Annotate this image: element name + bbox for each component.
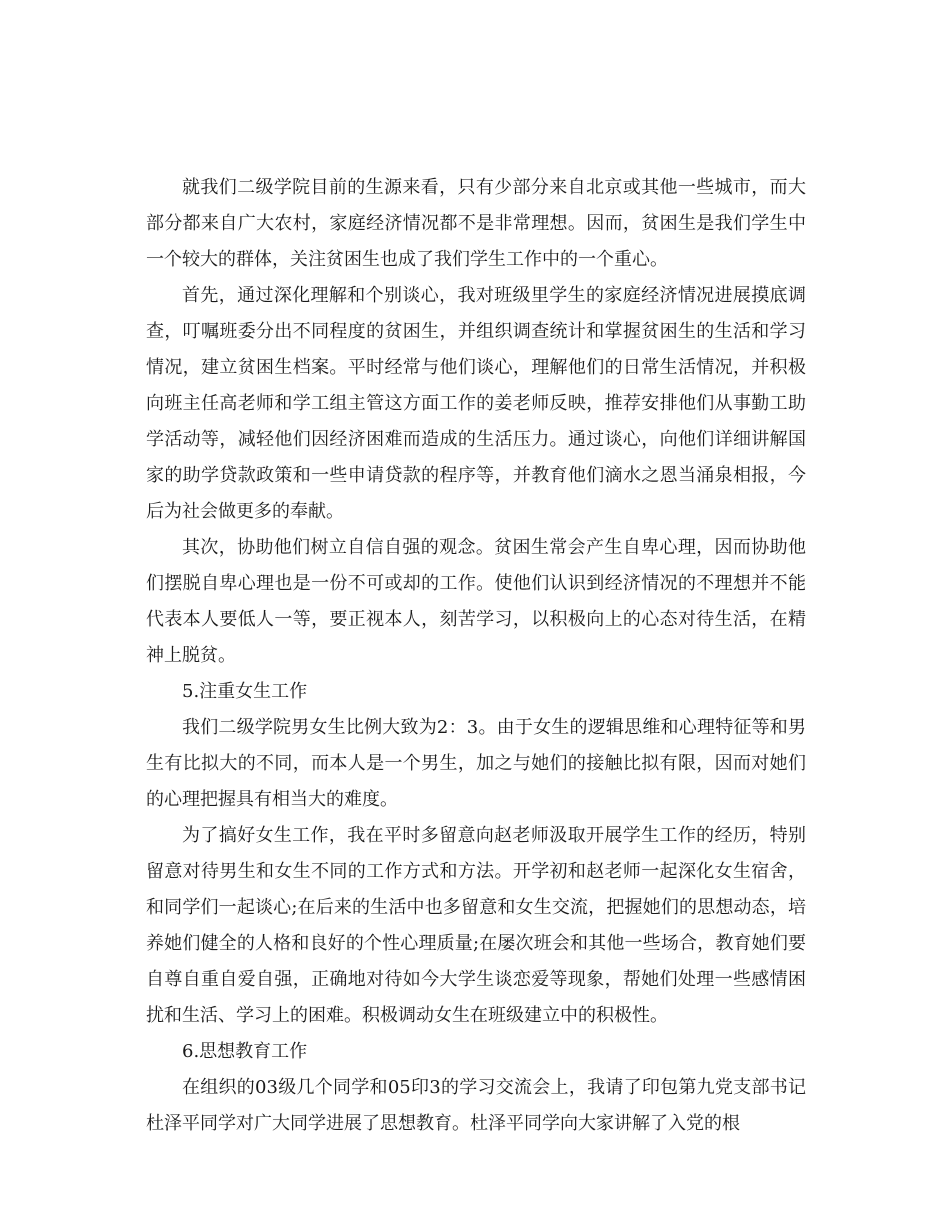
paragraph-poor-students-confidence: 其次，协助他们树立自信自强的观念。贫困生常会产生自卑心理，因而协助他们摆脱自卑心理也是一份不可或却的工作。使他们认识到经济情况的不理想并不能代表本人要低人一等，要正视本人，刻苦学习，以积极向上的心态对待生活，在精神上脱贫。 [146, 537, 806, 666]
paragraph-poor-students-intro: 就我们二级学院目前的生源来看，只有少部分来自北京或其他一些城市，而大部分都来自广大农村，家庭经济情况都不是非常理想。因而，贫困生是我们学生中一个较大的群体，关注贫困生也成了我们学生工作中的一个重心。 [146, 177, 806, 270]
paragraph-exchange-meeting: 在组织的03级几个同学和05印3的学习交流会上，我请了印包第九党支部书记杜泽平同学对广大同学进展了思想教育。杜泽平同学向大家讲解了入党的根 [146, 1077, 806, 1134]
document-page [146, 170, 806, 1142]
paragraph-gender-ratio: 我们二级学院男女生比例大致为2：3。由于女生的逻辑思维和心理特征等和男生有比拟大的不同，而本人是一个男生，加之与她们的接触比拟有限，因而对她们的心理把握具有相当大的难度。 [146, 717, 806, 810]
paragraph-female-work-methods: 为了搞好女生工作，我在平时多留意向赵老师汲取开展学生工作的经历，特别留意对待男生和女生不同的工作方式和方法。开学初和赵老师一起深化女生宿舍，和同学们一起谈心;在后来的生活中也多留意和女生交流，把握她们的思想动态，培养她们健全的人格和良好的个性心理质量;在屡次班会和其他一些场合，教育她们要自尊自重自爱自强，正确地对待如今大学生谈恋爱等现象，帮她们处理一些感情困扰和生活、学习上的困难。积极调动女生在班级建立中的积极性。 [146, 825, 806, 1026]
paragraph-poor-students-survey: 首先，通过深化理解和个别谈心，我对班级里学生的家庭经济情况进展摸底调查，叮嘱班委分出不同程度的贫困生，并组织调查统计和掌握贫困生的生活和学习情况，建立贫困生档案。平时经常与他们谈心，理解他们的日常生活情况，并积极向班主任高老师和学工组主管这方面工作的姜老师反映，推荐安排他们从事勤工助学活动等，减轻他们因经济困难而造成的生活压力。通过谈心，向他们详细讲解国家的助学贷款政策和一些申请贷款的程序等，并教育他们滴水之恩当涌泉相报，今后为社会做更多的奉献。 [146, 285, 806, 522]
section-heading-ideological-education: 6.思想教育工作 [182, 1041, 308, 1062]
section-heading-female-students: 5.注重女生工作 [182, 681, 308, 702]
